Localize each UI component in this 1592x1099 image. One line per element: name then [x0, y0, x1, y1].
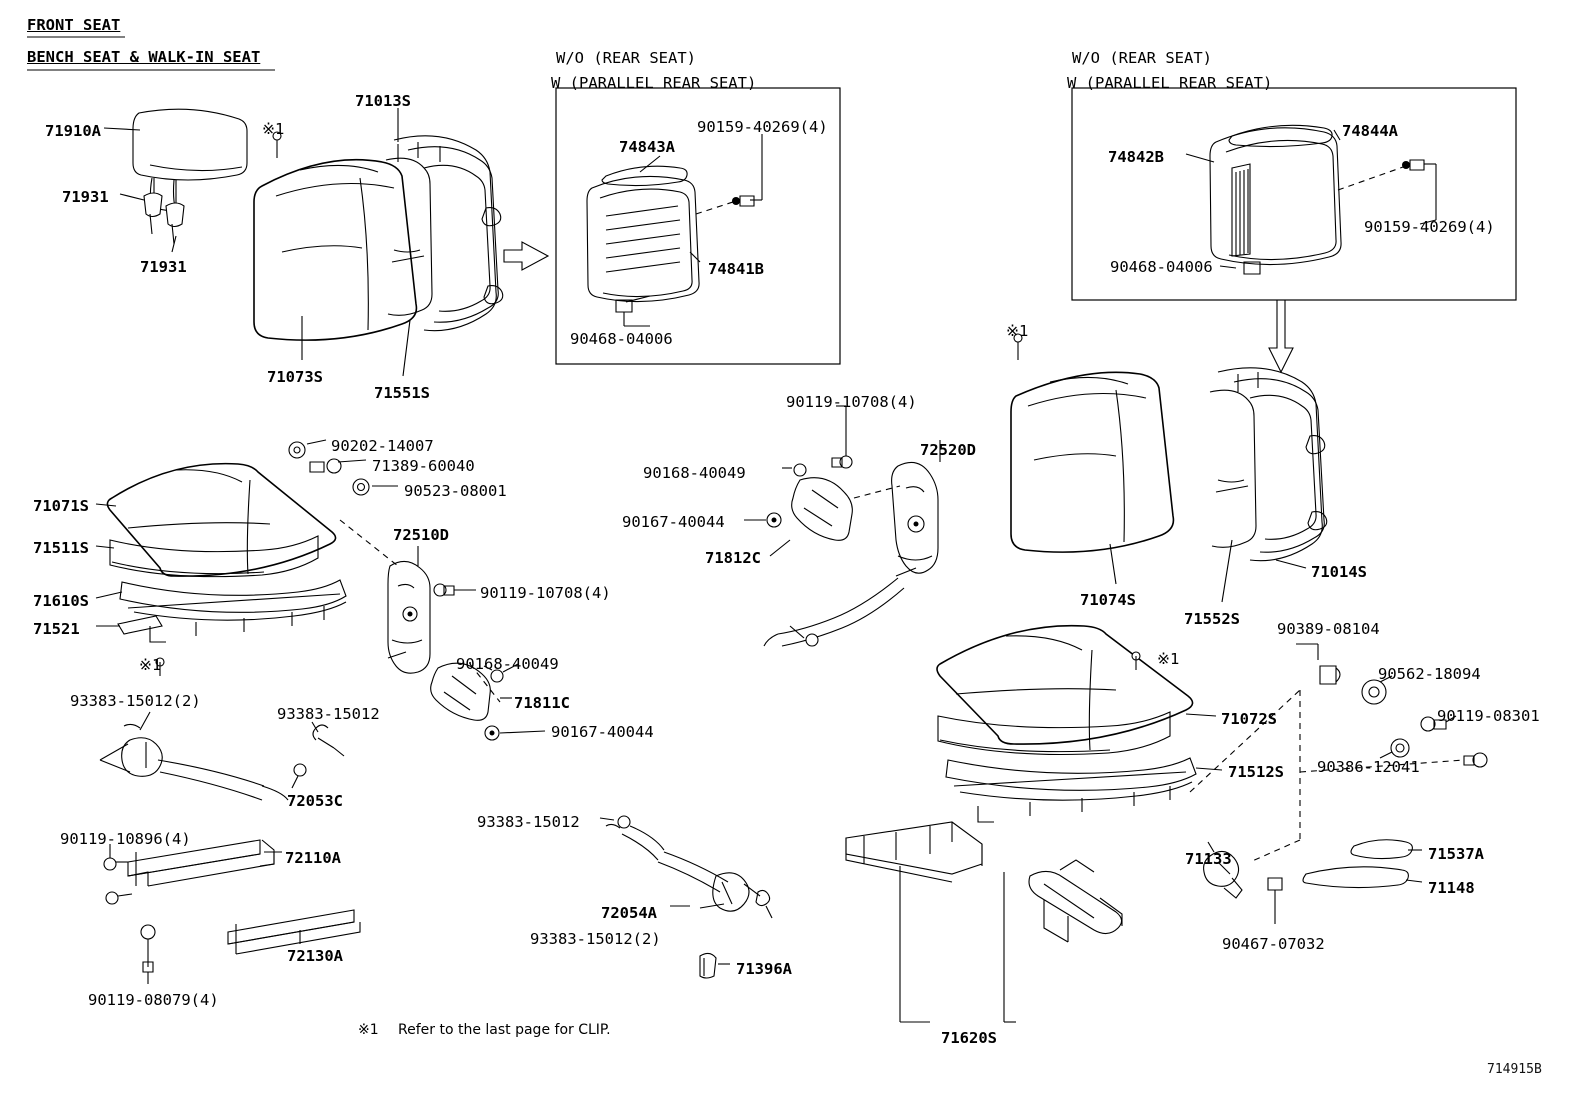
cable-72054A	[600, 816, 772, 978]
part-callout: 72130A	[287, 947, 343, 965]
rail-71620S	[846, 822, 1122, 1022]
part-callout: 90167-40044	[622, 513, 725, 531]
part-callout: 90468-04006	[1110, 258, 1213, 276]
part-callout: 74843A	[619, 138, 675, 156]
part-callout: 90119-08079(4)	[88, 991, 219, 1009]
part-callout: 90119-10708(4)	[786, 393, 917, 411]
part-callout: 71812C	[705, 549, 761, 567]
part-callout: 71521	[33, 620, 80, 638]
footnote-marker: ※1	[358, 1022, 379, 1038]
part-callout: 71071S	[33, 497, 89, 515]
part-callout: 90562-18094	[1378, 665, 1481, 683]
part-callout: 90159-40269(4)	[1364, 218, 1495, 236]
right-cushion-assembly	[937, 626, 1300, 862]
part-callout: 71931	[62, 188, 109, 206]
part-callout: 71931	[140, 258, 187, 276]
headrest-assembly	[104, 109, 247, 252]
part-callout: 93383-15012(2)	[70, 692, 201, 710]
part-callout: 74841B	[708, 260, 764, 278]
part-callout: 90168-40049	[643, 464, 746, 482]
part-callout: 93383-15012(2)	[530, 930, 661, 948]
part-callout: 90467-07032	[1222, 935, 1325, 953]
part-callout: 90167-40044	[551, 723, 654, 741]
part-callout: 71072S	[1221, 710, 1277, 728]
part-callout: 93383-15012	[277, 705, 380, 723]
page-subtitle: BENCH SEAT & WALK-IN SEAT	[27, 48, 261, 66]
part-callout: 90523-08001	[404, 482, 507, 500]
part-callout: 90119-10896(4)	[60, 830, 191, 848]
part-callout: 90202-14007	[331, 437, 434, 455]
part-callout: ※1	[1157, 650, 1180, 668]
part-callout: 90159-40269(4)	[697, 118, 828, 136]
part-callout: 71389-60040	[372, 457, 475, 475]
part-callout: ※1	[1006, 322, 1029, 340]
part-callout: 71133	[1185, 850, 1232, 868]
part-callout: W (PARALLEL REAR SEAT)	[1067, 74, 1273, 92]
part-callout: W/O (REAR SEAT)	[1072, 49, 1212, 67]
part-callout: 71396A	[736, 960, 792, 978]
recliner-right-72520D	[744, 406, 940, 646]
part-callout: 71620S	[941, 1029, 997, 1047]
part-callout: 71511S	[33, 539, 89, 557]
part-callout: 71512S	[1228, 763, 1284, 781]
part-callout: 71551S	[374, 384, 430, 402]
part-callout: 72053C	[287, 792, 343, 810]
part-callout: 93383-15012	[477, 813, 580, 831]
part-callout: W (PARALLEL REAR SEAT)	[551, 74, 757, 92]
seatback-left-assembly	[254, 108, 503, 376]
part-callout: W/O (REAR SEAT)	[556, 49, 696, 67]
part-callout: 71013S	[355, 92, 411, 110]
part-callout: 71148	[1428, 879, 1475, 897]
page-title: FRONT SEAT	[27, 16, 121, 34]
part-callout: ※1	[262, 120, 285, 138]
part-callout: 90119-10708(4)	[480, 584, 611, 602]
part-callout: 72520D	[920, 441, 976, 459]
part-callout: 74842B	[1108, 148, 1164, 166]
part-callout: 72510D	[393, 526, 449, 544]
left-cushion-assembly	[96, 440, 398, 676]
part-callout: 71014S	[1311, 563, 1367, 581]
arrow-right-panel	[1269, 300, 1293, 372]
part-callout: 71073S	[267, 368, 323, 386]
part-callout: 74844A	[1342, 122, 1398, 140]
arrow-left-panel	[504, 242, 548, 270]
cable-72053C	[100, 712, 344, 800]
part-callout: 71074S	[1080, 591, 1136, 609]
part-callout: 72110A	[285, 849, 341, 867]
part-callout: 90468-04006	[570, 330, 673, 348]
part-callout: 72054A	[601, 904, 657, 922]
part-callout: 71537A	[1428, 845, 1484, 863]
part-callout: 90386-12041	[1317, 758, 1420, 776]
page-code: 714915B	[1487, 1062, 1542, 1077]
part-callout: 71910A	[45, 122, 101, 140]
part-callout: 90119-08301	[1437, 707, 1540, 725]
part-callout: 71610S	[33, 592, 89, 610]
part-callout: 90389-08104	[1277, 620, 1380, 638]
part-callout: 71552S	[1184, 610, 1240, 628]
part-callout: 71811C	[514, 694, 570, 712]
part-callout: 90168-40049	[456, 655, 559, 673]
part-callout: ※1	[139, 656, 162, 674]
footnote-text: Refer to the last page for CLIP.	[398, 1022, 611, 1038]
seatback-right-assembly	[1011, 334, 1327, 602]
